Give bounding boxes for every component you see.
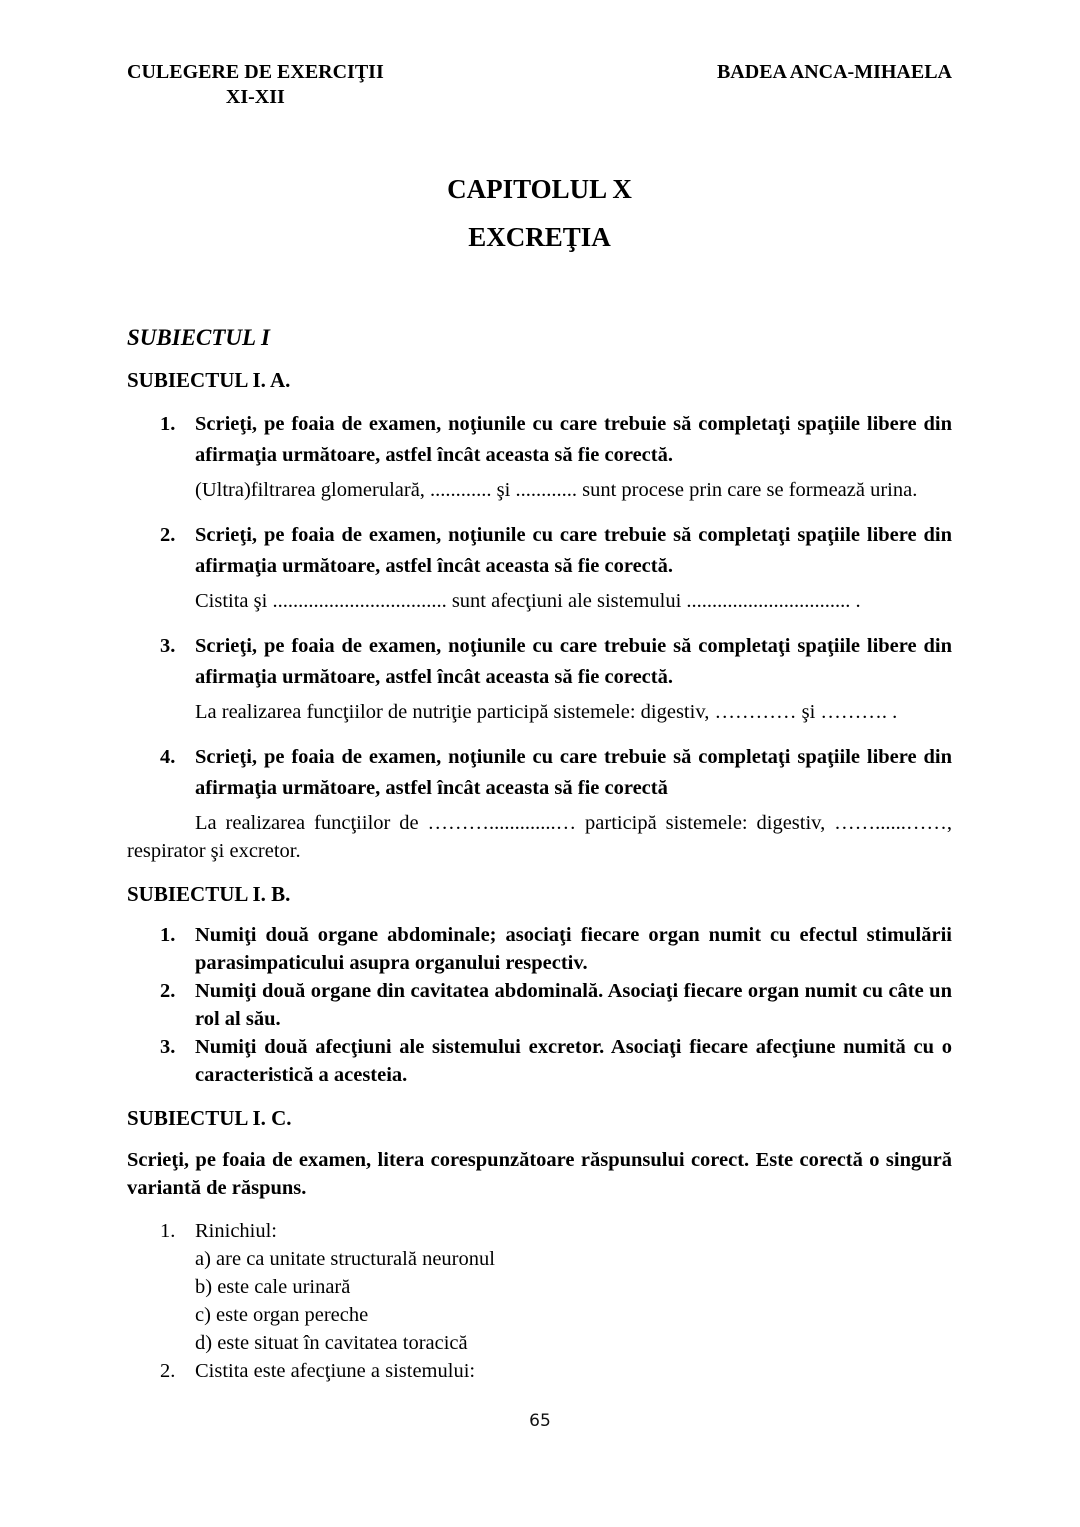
part-a-example-4: La realizarea funcţiilor de ……….............… participă sistemele: digestiv, ……......……, respirator şi excretor. — [127, 812, 952, 862]
part-a-item-1 — [127, 409, 952, 471]
section-heading-part-a: SUBIECTUL I. A. — [127, 368, 291, 392]
author-name: BADEA ANCA-MIHAELA — [716, 61, 952, 83]
answer-option-a: a) are ca unitate structurală neuronul — [195, 1248, 495, 1270]
question-text: Cistita este afecţiune a sistemului: — [195, 1360, 476, 1382]
part-c-intro: Scrieţi, pe foaia de examen, litera corespunzătoare răspunsului corect. Este corectă o singură variantă de răspuns. — [127, 1149, 952, 1199]
part-c-question-2 — [127, 1357, 952, 1385]
part-a-example-3: La realizarea funcţiilor de nutriţie participă sistemele: digestiv, ………… şi ………. . — [195, 701, 898, 723]
question-text: Rinichiul: — [195, 1220, 277, 1242]
chapter-title: CAPITOLUL X — [447, 174, 632, 204]
item-number: 2. — [160, 524, 176, 546]
book-grade-range: XI-XII — [225, 86, 285, 108]
answer-option-d: d) este situat în cavitatea toracică — [195, 1332, 468, 1354]
item-number: 3. — [160, 635, 176, 657]
header-left-block — [127, 60, 384, 110]
part-a-item-2 — [127, 520, 952, 582]
item-number: 3. — [160, 1036, 176, 1058]
part-c-question-list — [127, 1217, 952, 1385]
item-number: 1. — [160, 413, 176, 435]
part-b-item-1 — [127, 921, 952, 977]
item-prompt: Scrieţi, pe foaia de examen, noţiunile cu care trebuie să completaţi spaţiile libere din afirmaţia următoare, astfel încât aceasta să fie corectă. — [195, 635, 952, 688]
section-heading-part-b: SUBIECTUL I. B. — [127, 882, 291, 906]
book-title: CULEGERE DE EXERCIŢII — [127, 61, 384, 83]
item-prompt: Scrieţi, pe foaia de examen, noţiunile cu care trebuie să completaţi spaţiile libere din afirmaţia următoare, astfel încât aceasta să fie corectă. — [195, 524, 952, 577]
running-header — [127, 60, 952, 110]
question-number: 2. — [160, 1360, 176, 1382]
part-a-item-4 — [127, 742, 952, 804]
part-a-example-2: Cistita şi .................................. sunt afecţiuni ale sistemului ................................ . — [195, 590, 861, 612]
part-a-item-3 — [127, 631, 952, 693]
part-b-item-2 — [127, 977, 952, 1033]
item-number: 1. — [160, 924, 176, 946]
item-number: 2. — [160, 980, 176, 1002]
part-a-example-1: (Ultra)filtrarea glomerulară, ............ şi ............ sunt procese prin care se formează urina. — [195, 479, 918, 501]
part-c-question-1 — [127, 1217, 952, 1357]
section-heading-part-c: SUBIECTUL I. C. — [127, 1106, 292, 1130]
answer-option-c: c) este organ pereche — [195, 1304, 369, 1326]
chapter-subtitle: EXCREŢIA — [468, 222, 611, 252]
item-text: Numiţi două organe abdominale; asociaţi fiecare organ numit cu efectul stimulării parasimpaticului asupra organului respectiv. — [195, 924, 952, 974]
part-b-list — [127, 921, 952, 1089]
item-text: Numiţi două organe din cavitatea abdominală. Asociaţi fiecare organ numit cu câte un rol al său. — [195, 980, 952, 1030]
answer-option-b: b) este cale urinară — [195, 1276, 351, 1298]
item-prompt: Scrieţi, pe foaia de examen, noţiunile cu care trebuie să completaţi spaţiile libere din afirmaţia următoare, astfel încât aceasta să fie corectă. — [195, 413, 952, 466]
part-b-item-3 — [127, 1033, 952, 1089]
question-number: 1. — [160, 1220, 176, 1242]
page-number: 65 — [529, 1411, 551, 1431]
item-prompt: Scrieţi, pe foaia de examen, noţiunile cu care trebuie să completaţi spaţiile libere din afirmaţia următoare, astfel încât aceasta să fie corectă — [195, 746, 952, 799]
item-text: Numiţi două afecţiuni ale sistemului excretor. Asociaţi fiecare afecţiune numită cu o caracteristică a acesteia. — [195, 1036, 952, 1086]
item-number: 4. — [160, 746, 176, 768]
section-heading-subiectul-1: SUBIECTUL I — [127, 325, 270, 350]
